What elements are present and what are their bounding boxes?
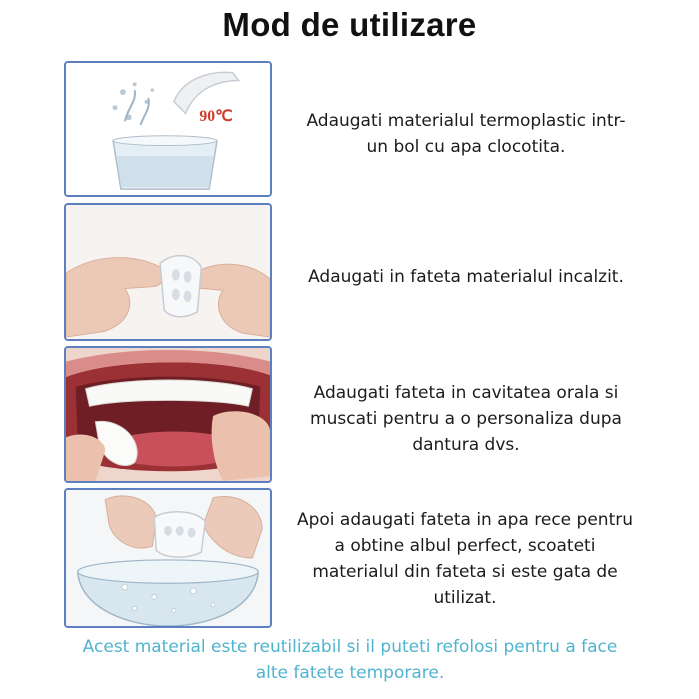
temperature-label: 90℃	[199, 108, 233, 126]
step-4-image	[64, 488, 272, 628]
step-1-image	[64, 61, 272, 197]
page-title: Mod de utilizare	[222, 6, 477, 43]
step-2-image	[64, 203, 272, 341]
step-3-image	[64, 346, 272, 483]
step-2-text: Adaugati in fateta materialul incalzit.	[308, 267, 624, 287]
footer-note: Acest material este reutilizabil si il puteti refolosi pentru a face alte fatete temporare.	[82, 637, 618, 683]
step-3-text: Adaugati fateta in cavitatea orala si muscati pentru a o personaliza dupa dantura dvs.	[310, 383, 622, 455]
step-1-text: Adaugati materialul termoplastic intr-un bol cu apa clocotita.	[306, 111, 626, 157]
step-4-text: Apoi adaugati fateta in apa rece pentru a obtine albul perfect, scoateti materialul din fateta si este gata de utilizat.	[296, 510, 634, 608]
